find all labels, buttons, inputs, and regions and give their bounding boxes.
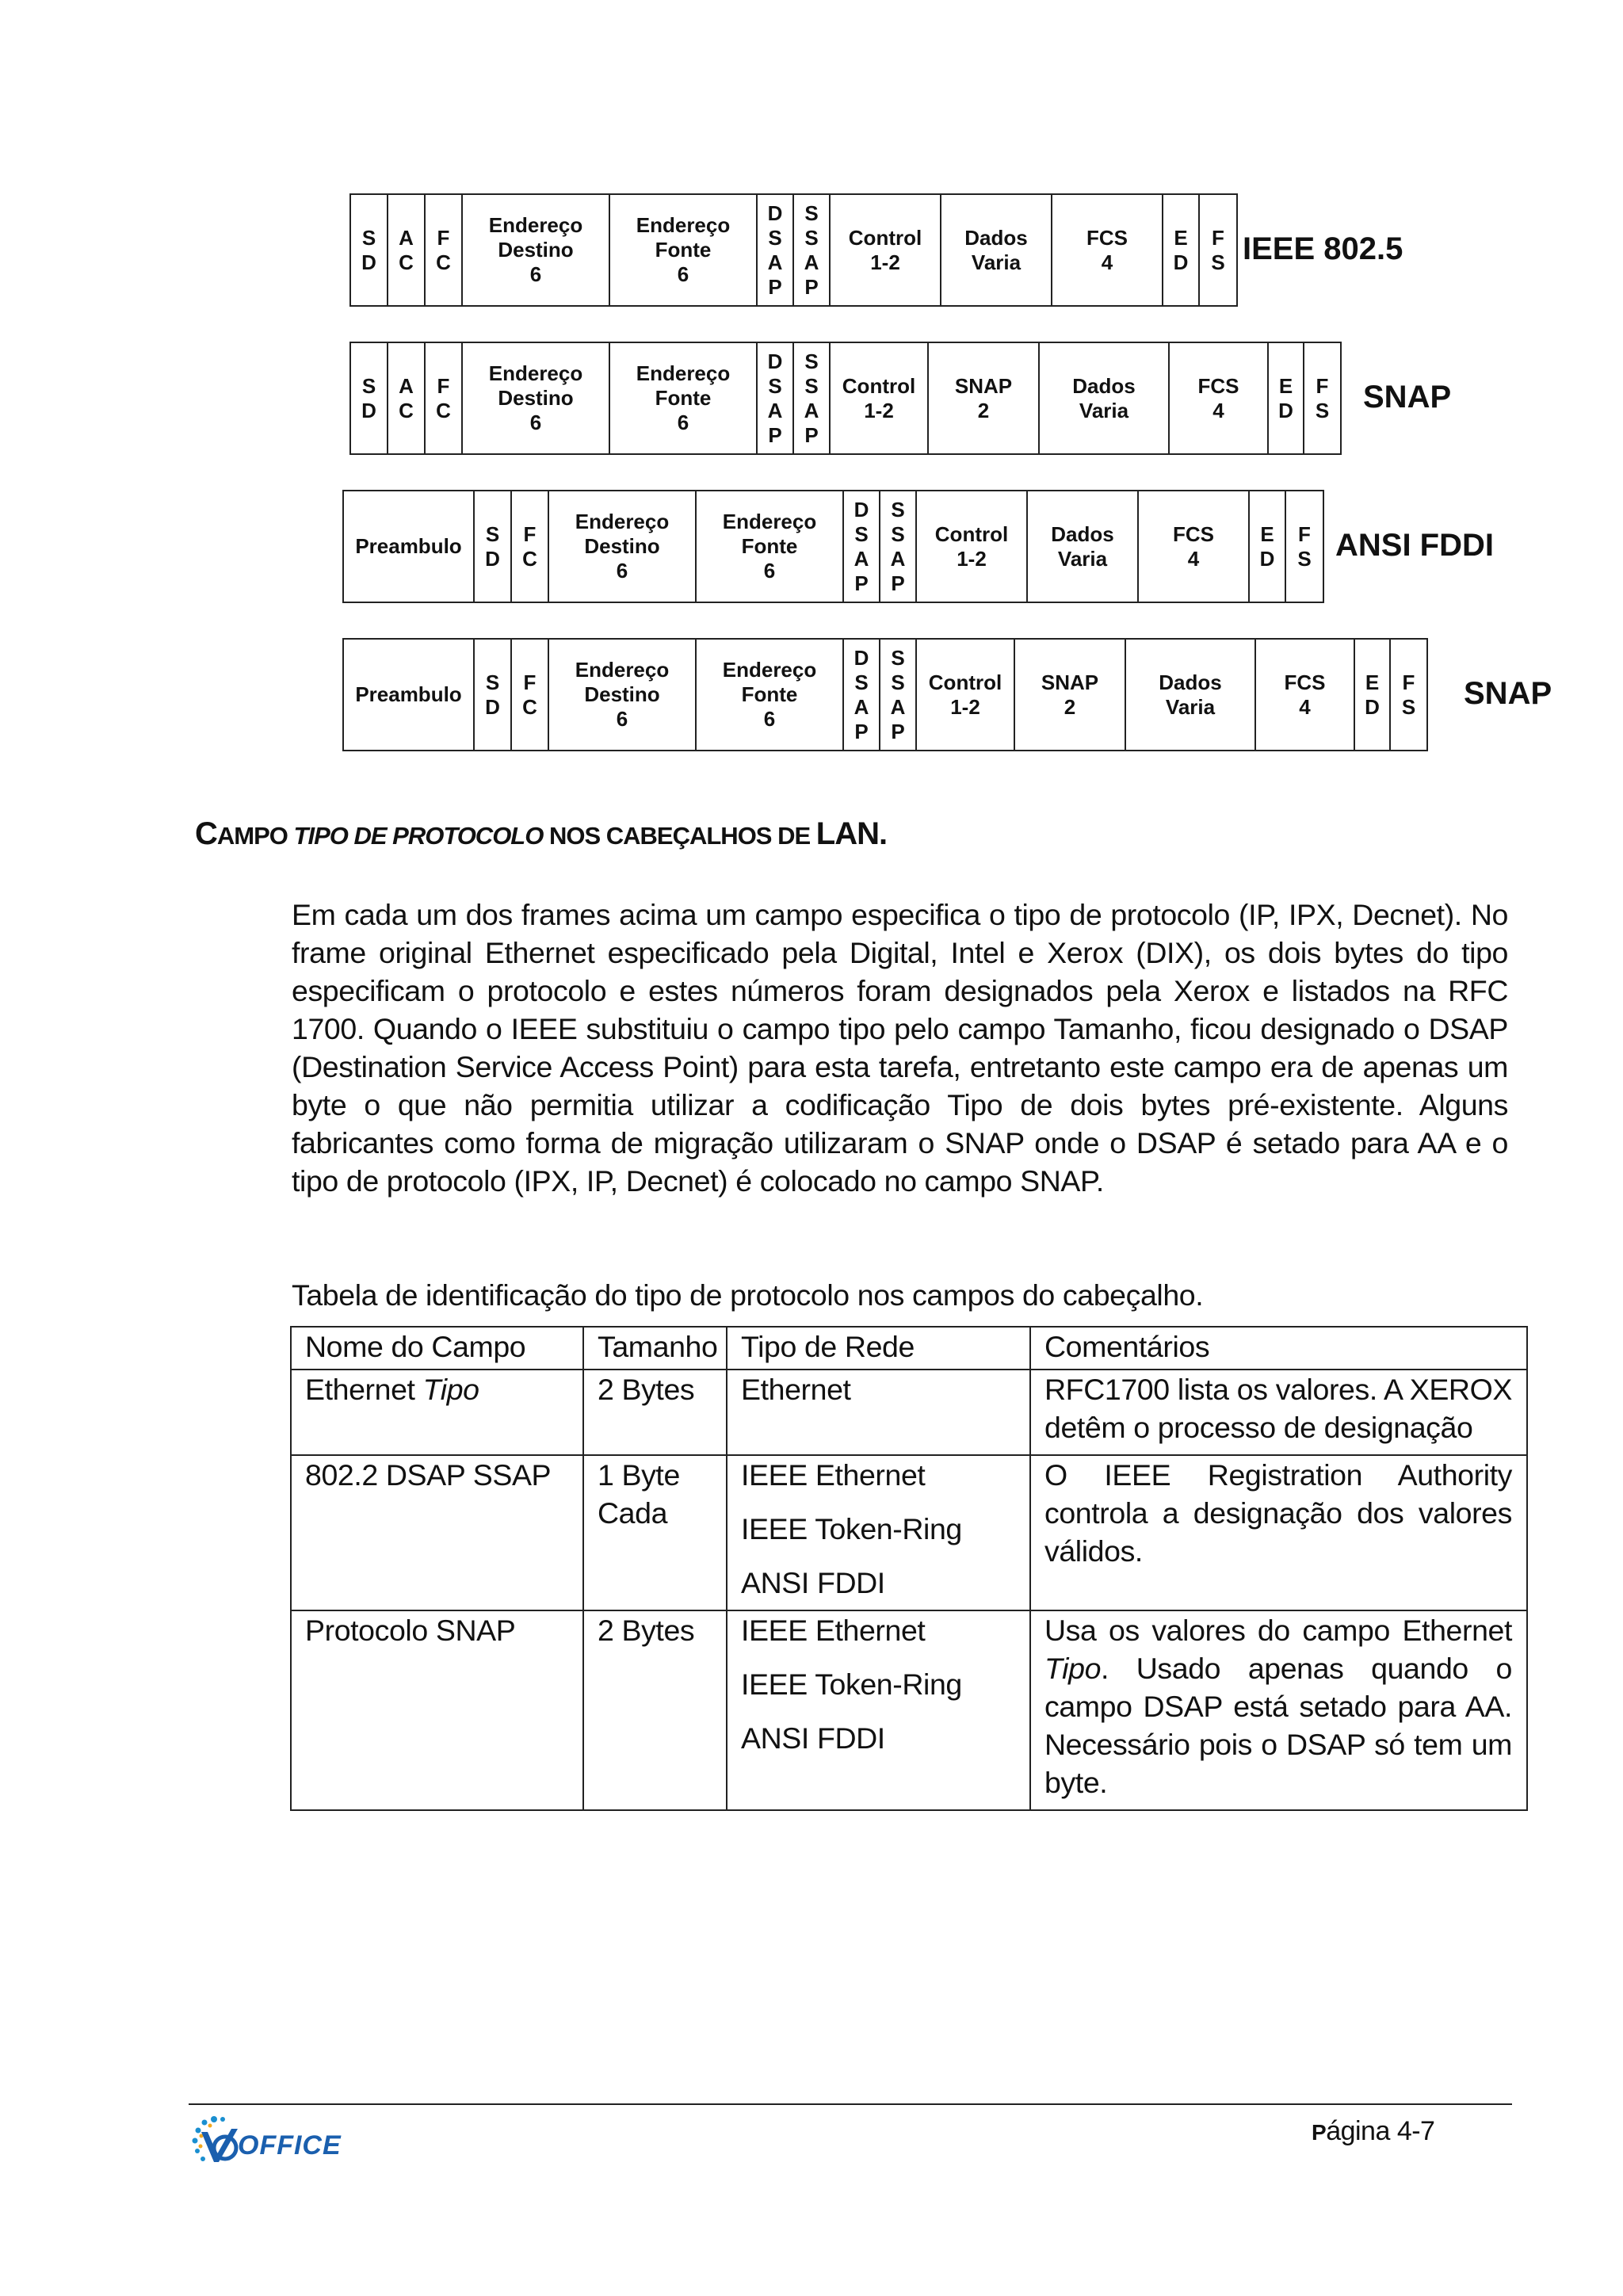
frame-label-ieee-8025: IEEE 802.5 bbox=[1243, 231, 1403, 266]
field-data: Dados Varia bbox=[1028, 491, 1139, 602]
field-data: Dados Varia bbox=[1126, 640, 1256, 750]
field-dest-address: Endereço Destino 6 bbox=[549, 491, 697, 602]
page-number: Página 4-7 bbox=[1312, 2116, 1435, 2146]
field-sd: S D bbox=[475, 640, 512, 750]
field-ac: A C bbox=[388, 343, 426, 453]
field-fcs: FCS 4 bbox=[1256, 640, 1355, 750]
cell-comment: RFC1700 lista os valores. A XEROX detêm o processo de designação bbox=[1030, 1370, 1527, 1455]
header-field-name: Nome do Campo bbox=[291, 1327, 583, 1370]
cell-network-type: IEEE Ethernet IEEE Token-Ring ANSI FDDI bbox=[727, 1455, 1030, 1610]
header-comments: Comentários bbox=[1030, 1327, 1527, 1370]
field-dsap: D S A P bbox=[844, 491, 880, 602]
field-ssap: S S A P bbox=[794, 343, 831, 453]
frame-snap-8025 bbox=[349, 342, 1342, 455]
body-paragraph: Em cada um dos frames acima um campo especifica o tipo de protocolo (IP, IPX, Decnet). No frame original Ethernet especificado pela Digital, Intel e Xerox (DIX), os dois bytes do tipo especificam o protocolo e estes números foram designados pela Xerox e listados na RFC 1700. Quando o IEEE substituiu o campo tipo pelo campo Tamanho, ficou designado o DSAP (Destination Service Access Point) para esta tarefa, entretanto este campo era de apenas um byte o que não permitia utilizar a codificação Tipo de dois bytes pré-existente. Alguns fabricantes como forma de migração utilizaram o SNAP onde o DSAP é setado para AA e o tipo de protocolo (IPX, IP, Decnet) é colocado no campo SNAP. bbox=[292, 898, 1508, 1198]
cell-size: 2 Bytes bbox=[583, 1610, 727, 1810]
table-caption: Tabela de identificação do tipo de protocolo nos campos do cabeçalho. bbox=[292, 1278, 1204, 1312]
field-ac: A C bbox=[388, 195, 426, 305]
field-ed: E D bbox=[1250, 491, 1286, 602]
header-network-type: Tipo de Rede bbox=[727, 1327, 1030, 1370]
field-sd: S D bbox=[475, 491, 512, 602]
frame-label-ansi-fddi: ANSI FDDI bbox=[1335, 528, 1494, 563]
field-source-address: Endereço Fonte 6 bbox=[610, 343, 758, 453]
field-fc: F C bbox=[512, 640, 549, 750]
field-fs: F S bbox=[1211, 225, 1225, 274]
protocol-table bbox=[290, 1326, 1528, 1811]
cell-size: 1 Byte Cada bbox=[583, 1455, 727, 1610]
field-sd: S D bbox=[351, 343, 388, 453]
section-heading: CAMPO TIPO DE PROTOCOLO NOS CABEÇALHOS DE LAN. bbox=[195, 816, 888, 851]
field-ed: E D bbox=[1163, 195, 1200, 305]
field-preamble: Preambulo bbox=[344, 491, 475, 602]
cell-comment: O IEEE Registration Authority controla a designação dos valores válidos. bbox=[1030, 1455, 1527, 1610]
field-dest-address: Endereço Destino 6 bbox=[549, 640, 697, 750]
table-row bbox=[291, 1370, 1527, 1455]
frame-label-snap-fddi: SNAP bbox=[1464, 676, 1552, 711]
field-data: Dados Varia bbox=[941, 195, 1052, 305]
header-size: Tamanho bbox=[583, 1327, 727, 1370]
cell-field-name: 802.2 DSAP SSAP bbox=[291, 1455, 583, 1610]
field-control: Control 1-2 bbox=[917, 640, 1015, 750]
frame-snap-fddi bbox=[342, 638, 1428, 751]
table-row bbox=[291, 1455, 1527, 1610]
field-preamble: Preambulo bbox=[344, 640, 475, 750]
field-data: Dados Varia bbox=[1040, 343, 1170, 453]
field-snap: SNAP 2 bbox=[929, 343, 1040, 453]
field-fcs: FCS 4 bbox=[1139, 491, 1250, 602]
field-ed: E D bbox=[1269, 343, 1304, 453]
field-fs: F S bbox=[1401, 670, 1416, 719]
field-ssap: S S A P bbox=[880, 491, 917, 602]
field-sd: S D bbox=[351, 195, 388, 305]
field-ssap: S S A P bbox=[880, 640, 917, 750]
field-control: Control 1-2 bbox=[831, 343, 929, 453]
cell-size: 2 Bytes bbox=[583, 1370, 727, 1455]
frame-ansi-fddi bbox=[342, 490, 1324, 603]
field-fcs: FCS 4 bbox=[1052, 195, 1163, 305]
field-dsap: D S A P bbox=[758, 195, 794, 305]
logo-wordmark: OFFICE bbox=[238, 2130, 342, 2160]
table-row bbox=[291, 1610, 1527, 1810]
field-control: Control 1-2 bbox=[917, 491, 1028, 602]
field-source-address: Endereço Fonte 6 bbox=[697, 640, 844, 750]
field-fcs: FCS 4 bbox=[1170, 343, 1269, 453]
field-dest-address: Endereço Destino 6 bbox=[463, 195, 610, 305]
cell-comment: Usa os valores do campo Ethernet Tipo. Usado apenas quando o campo DSAP está setado para AA. Necessário pois o DSAP só tem um byte. bbox=[1030, 1610, 1527, 1810]
field-source-address: Endereço Fonte 6 bbox=[697, 491, 844, 602]
field-fs: F S bbox=[1297, 521, 1312, 571]
field-dsap: D S A P bbox=[758, 343, 794, 453]
frame-ieee-8025 bbox=[349, 193, 1238, 307]
field-ed: E D bbox=[1355, 640, 1391, 750]
field-snap: SNAP 2 bbox=[1015, 640, 1126, 750]
footer-divider bbox=[189, 2103, 1512, 2105]
frame-label-snap-8025: SNAP bbox=[1363, 380, 1452, 415]
field-ssap: S S A P bbox=[794, 195, 831, 305]
company-logo bbox=[190, 2115, 357, 2174]
cell-network-type: Ethernet bbox=[727, 1370, 1030, 1455]
field-fs: F S bbox=[1315, 373, 1330, 422]
table-header-row bbox=[291, 1327, 1527, 1370]
field-fc: F C bbox=[426, 343, 463, 453]
field-source-address: Endereço Fonte 6 bbox=[610, 195, 758, 305]
field-control: Control 1-2 bbox=[831, 195, 941, 305]
field-fc: F C bbox=[426, 195, 463, 305]
cell-field-name: Ethernet Tipo bbox=[291, 1370, 583, 1455]
field-fc: F C bbox=[512, 491, 549, 602]
cell-field-name: Protocolo SNAP bbox=[291, 1610, 583, 1810]
field-dsap: D S A P bbox=[844, 640, 880, 750]
cell-network-type: IEEE Ethernet IEEE Token-Ring ANSI FDDI bbox=[727, 1610, 1030, 1810]
field-dest-address: Endereço Destino 6 bbox=[463, 343, 610, 453]
